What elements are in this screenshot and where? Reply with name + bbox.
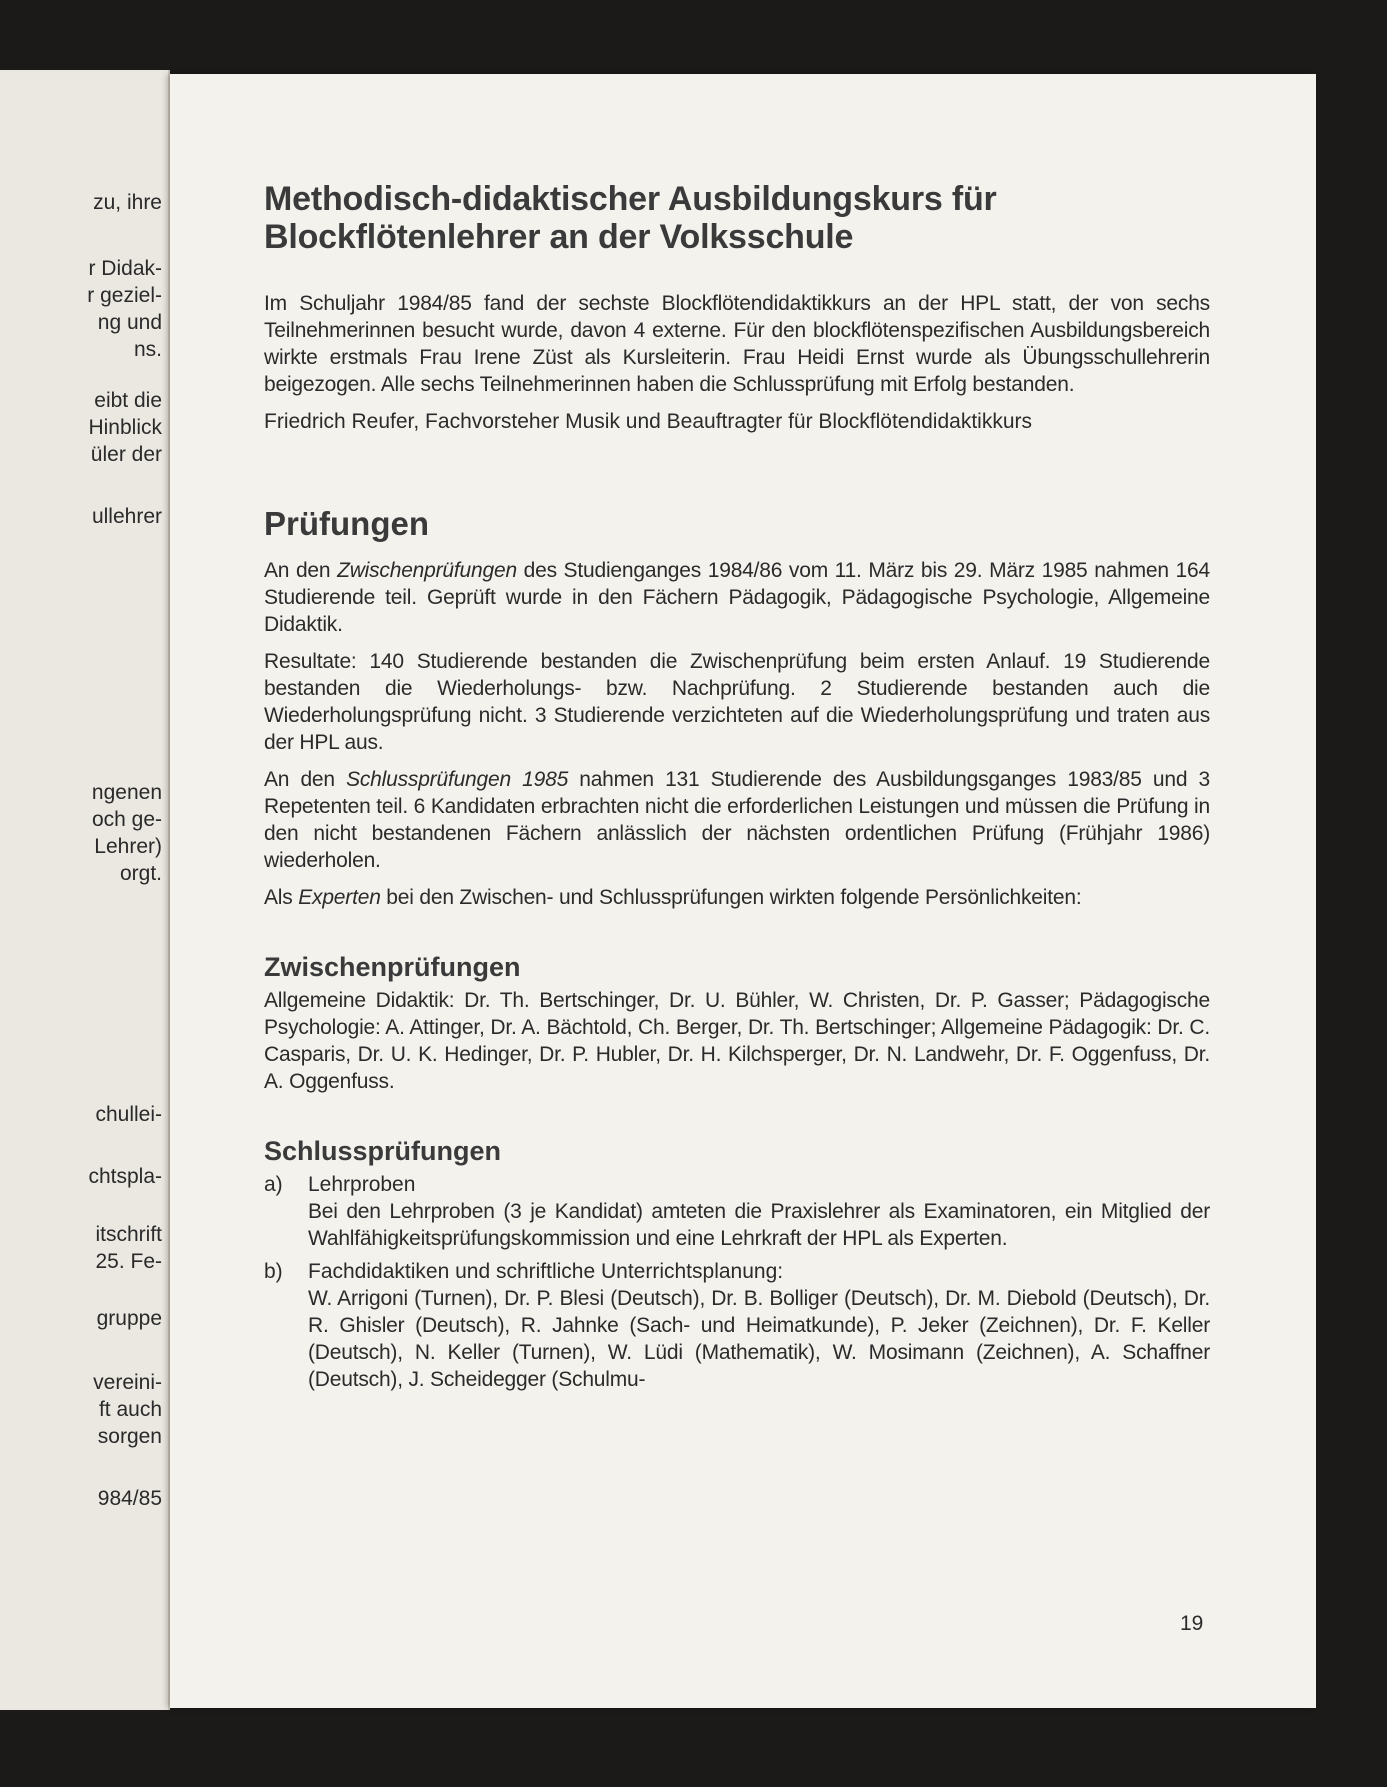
signature-line: Friedrich Reufer, Fachvorsteher Musik und Beauftragter für Blockflötendidaktikkurs bbox=[264, 410, 1033, 433]
text-run: An den bbox=[264, 768, 347, 791]
list-item bbox=[264, 1171, 1210, 1252]
left-page-line: üler der bbox=[90, 443, 162, 466]
pruefungen-paragraph-3 bbox=[264, 766, 1210, 874]
left-page-line: vereini- bbox=[93, 1371, 162, 1394]
section-heading-pruefungen: Prüfungen bbox=[264, 505, 429, 542]
list-item-title: Fachdidaktiken und schriftliche Unterrichtsplanung: bbox=[308, 1260, 784, 1283]
list-item-text: W. Arrigoni (Turnen), Dr. P. Blesi (Deutsch), Dr. B. Bolliger (Deutsch), Dr. M. Diebold (Deutsch), Dr. R. Ghisler (Deutsch), R. Jahnke (Sach- und Heimatkunde), P. Jeker (Zeichnen), Dr. F. Keller (Deutsch), N. Keller (Turnen), W. Lüdi (Mathematik), W. Mosimann (Zeichnen), A. Schaffner (Deutsch), J. Scheidegger (Schulmu- bbox=[308, 1287, 1210, 1391]
left-page-line: ullehrer bbox=[91, 505, 162, 528]
left-page-line: r geziel- bbox=[87, 284, 162, 307]
left-page-line: 25. Fe- bbox=[95, 1250, 162, 1273]
left-page-line: ns. bbox=[133, 338, 162, 361]
list-item-body bbox=[308, 1171, 1210, 1252]
emphasis: Zwischenprüfungen bbox=[337, 559, 517, 582]
intro-paragraph: Im Schuljahr 1984/85 fand der sechste Blockflötendidaktikkurs an der HPL statt, der von sechs Teilnehmerinnen besucht wurde, davon 4 externe. Für den blockflötenspezifischen Ausbildungsbereich wirkte erstmals Frau Irene Züst als Kursleiterin. Frau Heidi Ernst wurde als Übungsschullehrerin beigezogen. Alle sechs Teilnehmerinnen haben die Schlussprüfung mit Erfolg bestanden. bbox=[264, 292, 1210, 396]
subheading-schlusspruefungen: Schlussprüfungen bbox=[264, 1136, 502, 1166]
spacer bbox=[264, 921, 1210, 951]
left-page-line: Lehrer) bbox=[94, 835, 162, 858]
left-page-line: itschrift bbox=[95, 1223, 162, 1246]
text-run: des Studienganges 1984/86 vom 11. März bis 29. März 1985 nahmen 164 Studierende teil. Geprüft wurde in den Fächern Pädagogik, Pädagogische Psychologie, Allgemeine Didaktik. bbox=[264, 559, 1210, 636]
page-number: 19 bbox=[1180, 1612, 1204, 1635]
left-page-line: ng und bbox=[97, 311, 162, 334]
left-page-fragment bbox=[0, 70, 170, 1710]
text-run: An den bbox=[264, 559, 338, 582]
list-item-text: Bei den Lehrproben (3 je Kandidat) amteten die Praxislehrer als Examinatoren, ein Mitglied der Wahlfähigkeitsprüfungskommission und eine Lehrkraft der HPL als Experten. bbox=[308, 1200, 1210, 1250]
zwischen-experts-paragraph: Allgemeine Didaktik: Dr. Th. Bertschinger, Dr. U. Bühler, W. Christen, Dr. P. Gasser; Pädagogische Psychologie: A. Attinger, Dr. A. Bächtold, Ch. Berger, Dr. Th. Bertschinger; Allgemeine Pädagogik: Dr. C. Casparis, Dr. U. K. Hedinger, Dr. P. Hubler, Dr. H. Kilchsperger, Dr. N. Landwehr, Dr. F. Oggenfuss, Dr. A. Oggenfuss. bbox=[264, 989, 1210, 1093]
left-page-line: chullei- bbox=[95, 1103, 162, 1126]
left-page-line: r Didak- bbox=[88, 257, 162, 280]
pruefungen-paragraph-1 bbox=[264, 557, 1210, 638]
pruefungen-paragraph-2: Resultate: 140 Studierende bestanden die Zwischenprüfung beim ersten Anlauf. 19 Studierende bestanden die Wiederholungs- bzw. Nachprüfung. 2 Studierende bestanden auch die Wiederholungsprüfung nicht. 3 Studierende verzichteten auf die Wiederholungsprüfung und traten aus der HPL aus. bbox=[264, 650, 1210, 754]
text-run: bei den Zwischen- und Schlussprüfungen wirkten folgende Persönlichkeiten: bbox=[380, 886, 1082, 909]
list-item-title: Lehrproben bbox=[308, 1173, 416, 1196]
list-item bbox=[264, 1258, 1210, 1393]
list-item-label: b) bbox=[264, 1260, 283, 1283]
left-page-line: och ge- bbox=[91, 808, 162, 831]
left-page-line: zu, ihre bbox=[93, 191, 162, 214]
article-title: Methodisch-didaktischer Ausbildungskurs für Blockflötenlehrer an der Volksschule bbox=[264, 180, 997, 256]
page-content bbox=[264, 180, 1210, 1399]
list-item-label: a) bbox=[264, 1173, 283, 1196]
left-page-line: eibt die bbox=[94, 389, 162, 412]
left-page-line: 984/85 bbox=[97, 1487, 162, 1510]
left-page-line: sorgen bbox=[97, 1425, 162, 1448]
subheading-zwischenpruefungen: Zwischenprüfungen bbox=[264, 952, 521, 982]
pruefungen-paragraph-4 bbox=[264, 884, 1210, 911]
left-page-line: ngenen bbox=[91, 781, 162, 804]
left-page-line: gruppe bbox=[96, 1307, 162, 1330]
text-run: Als bbox=[264, 886, 299, 909]
left-page-line: orgt. bbox=[119, 862, 162, 885]
left-page-line: ft auch bbox=[98, 1398, 162, 1421]
emphasis: Experten bbox=[298, 886, 381, 909]
list-item-body bbox=[308, 1258, 1210, 1393]
left-page-line: Hinblick bbox=[88, 416, 162, 439]
left-page-line: chtspla- bbox=[88, 1165, 162, 1188]
text-run: nahmen 131 Studierende des Ausbildungsganges 1983/85 und 3 Repetenten teil. 6 Kandidaten erbrachten nicht die erforderlichen Leistungen und müssen die Prüfung in den nicht bestandenen Fächern anlässlich der nächsten ordentlichen Prüfung (Frühjahr 1986) wiederholen. bbox=[264, 768, 1210, 872]
emphasis: Schlussprüfungen 1985 bbox=[346, 768, 569, 791]
spacer bbox=[264, 1105, 1210, 1135]
